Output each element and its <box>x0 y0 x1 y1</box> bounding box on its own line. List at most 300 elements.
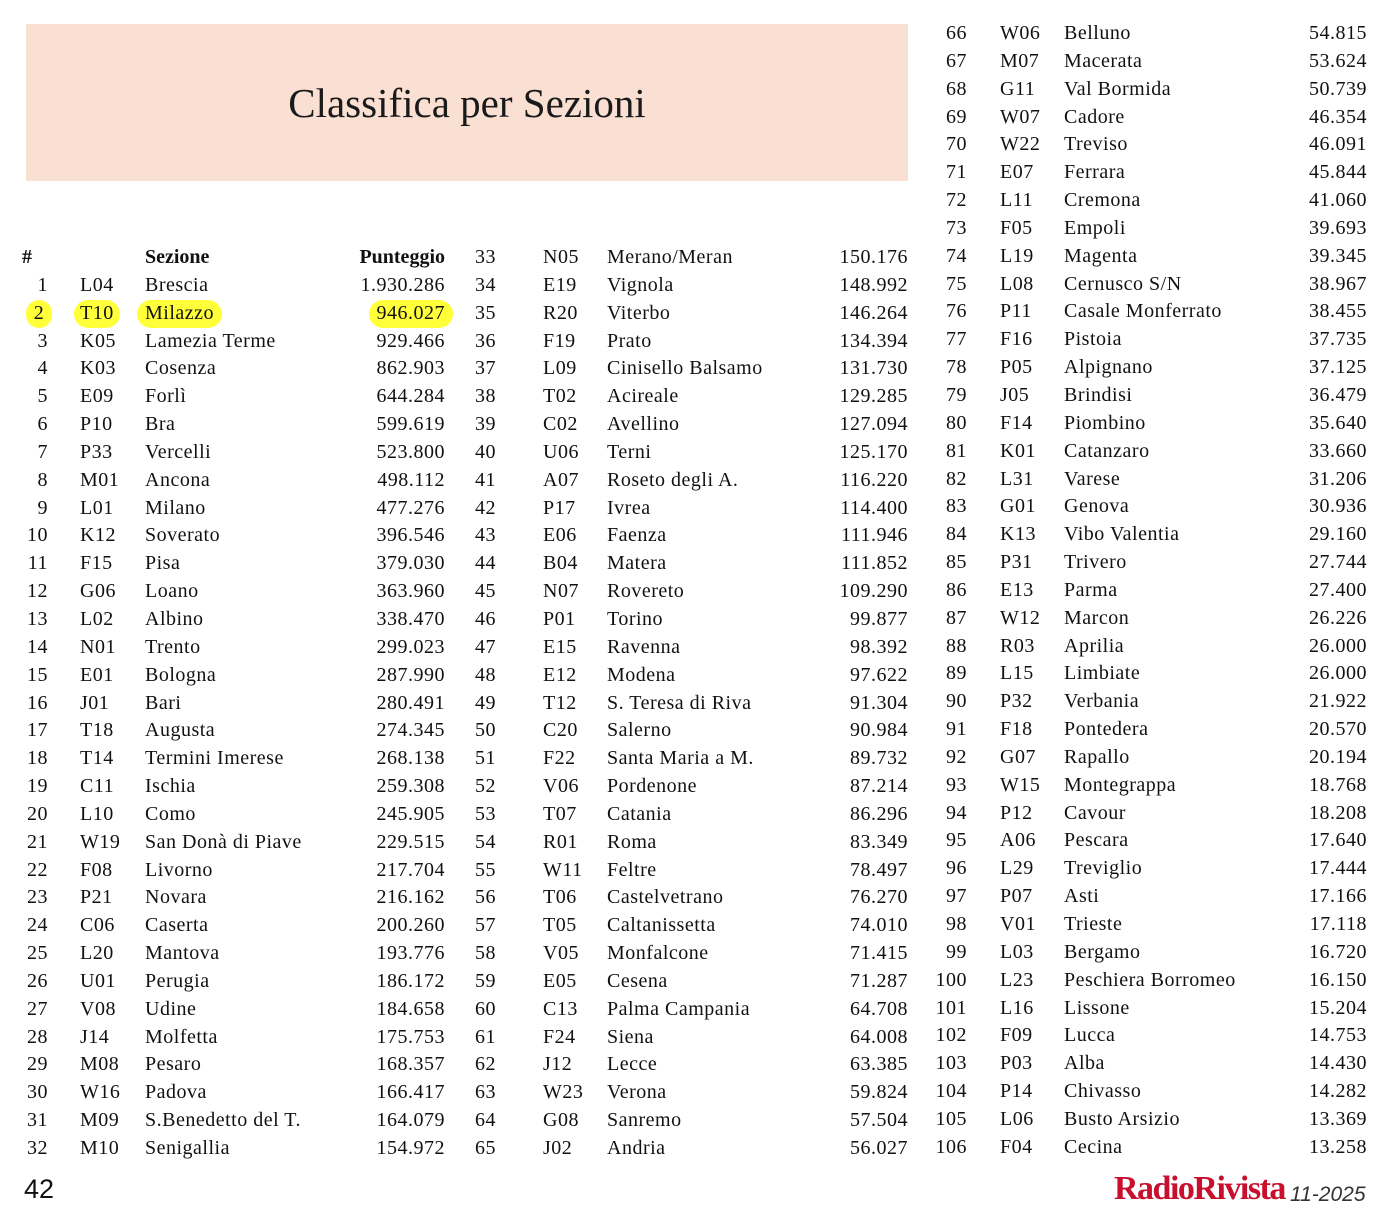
row-code: E05 <box>543 969 577 992</box>
row-punteggio: 131.730 <box>839 357 908 380</box>
table-row <box>0 884 460 912</box>
row-sezione: Rapallo <box>1064 745 1130 768</box>
row-punteggio: 30.936 <box>1309 495 1367 518</box>
row-rank: 53 <box>475 802 496 825</box>
row-rank: 19 <box>27 775 48 798</box>
row-rank: 47 <box>475 635 496 658</box>
row-sezione: Forlì <box>145 385 187 408</box>
row-sezione: S.Benedetto del T. <box>145 1109 302 1132</box>
row-sezione: Trivero <box>1064 551 1127 574</box>
row-punteggio: 216.162 <box>376 886 445 909</box>
table-row <box>920 633 1368 661</box>
row-sezione: Alba <box>1064 1052 1105 1075</box>
row-sezione: Caserta <box>145 914 209 937</box>
row-sezione: Peschiera Borromeo <box>1064 968 1236 991</box>
table-row <box>0 996 460 1024</box>
row-code: V06 <box>543 775 579 798</box>
row-code: P11 <box>1000 300 1032 323</box>
row-sezione: Brescia <box>145 273 209 296</box>
row-sezione: Faenza <box>607 524 667 547</box>
row-sezione: Ischia <box>145 775 196 798</box>
row-sezione: Pescara <box>1064 829 1129 852</box>
row-punteggio: 41.060 <box>1309 189 1367 212</box>
row-punteggio: 16.720 <box>1309 940 1367 963</box>
row-code: G11 <box>1000 77 1036 100</box>
row-sezione: Limbiate <box>1064 662 1141 685</box>
row-code: C02 <box>543 413 578 436</box>
page-title: Classifica per Sezioni <box>288 80 646 126</box>
row-rank: 26 <box>27 969 48 992</box>
row-rank: 2 <box>26 300 52 328</box>
table-row <box>460 690 910 718</box>
row-code: L02 <box>80 607 114 630</box>
row-punteggio: 59.824 <box>850 1081 908 1104</box>
row-sezione: Terni <box>607 440 652 463</box>
row-punteggio: 644.284 <box>376 385 445 408</box>
table-row <box>0 578 460 606</box>
row-punteggio: 26.000 <box>1309 634 1367 657</box>
row-sezione: Treviso <box>1064 133 1128 156</box>
row-rank: 59 <box>475 969 496 992</box>
row-sezione: Avellino <box>607 413 680 436</box>
row-punteggio: 57.504 <box>850 1109 908 1132</box>
row-punteggio: 259.308 <box>376 775 445 798</box>
row-sezione: Verona <box>607 1081 667 1104</box>
row-code: R20 <box>543 301 578 324</box>
row-code: F16 <box>1000 328 1033 351</box>
row-punteggio: 71.415 <box>850 942 908 965</box>
row-rank: 66 <box>946 22 967 44</box>
row-punteggio: 71.287 <box>850 969 908 992</box>
row-rank: 34 <box>475 273 496 296</box>
row-rank: 20 <box>27 802 48 825</box>
row-punteggio: 127.094 <box>839 413 908 436</box>
row-code: P33 <box>80 440 113 463</box>
row-punteggio: 946.027 <box>369 300 454 328</box>
row-sezione: Roseto degli A. <box>607 468 739 491</box>
table-row <box>920 1050 1368 1078</box>
header-punteggio: Punteggio <box>359 246 445 268</box>
row-rank: 62 <box>475 1053 496 1076</box>
row-punteggio: 29.160 <box>1309 523 1367 546</box>
row-code: E06 <box>543 524 577 547</box>
table-row <box>920 215 1368 243</box>
row-sezione: Brindisi <box>1064 383 1133 406</box>
table-row <box>0 328 460 356</box>
table-row <box>0 717 460 745</box>
row-sezione: Treviglio <box>1064 857 1143 880</box>
table-row <box>920 76 1368 104</box>
row-rank: 39 <box>475 413 496 436</box>
row-rank: 68 <box>946 77 967 100</box>
row-sezione: Merano/Meran <box>607 246 733 268</box>
table-row <box>0 550 460 578</box>
table-row <box>0 634 460 662</box>
row-rank: 28 <box>27 1025 48 1048</box>
row-code: M07 <box>1000 49 1040 72</box>
table-row <box>920 1106 1368 1134</box>
row-rank: 38 <box>475 385 496 408</box>
table-row <box>0 300 460 328</box>
row-code: E01 <box>80 663 114 686</box>
row-sezione: Mantova <box>145 942 220 965</box>
row-sezione: Sanremo <box>607 1109 682 1132</box>
table-row <box>0 272 460 300</box>
row-code: L29 <box>1000 857 1034 880</box>
row-punteggio: 111.946 <box>840 524 908 547</box>
row-punteggio: 39.345 <box>1309 244 1367 267</box>
row-sezione: Acireale <box>607 385 679 408</box>
row-sezione: Catania <box>607 802 672 825</box>
row-punteggio: 134.394 <box>839 329 908 352</box>
row-sezione: Cremona <box>1064 189 1141 212</box>
row-code: J14 <box>80 1025 110 1048</box>
row-code: R01 <box>543 830 578 853</box>
row-punteggio: 56.027 <box>850 1137 908 1159</box>
row-punteggio: 18.208 <box>1309 801 1367 824</box>
row-code: L04 <box>80 273 114 296</box>
row-punteggio: 99.877 <box>850 607 908 630</box>
table-row <box>920 354 1368 382</box>
row-sezione: Santa Maria a M. <box>607 747 754 770</box>
row-sezione: Prato <box>607 329 652 352</box>
row-punteggio: 27.400 <box>1309 578 1367 601</box>
row-sezione: Udine <box>145 997 197 1020</box>
row-code: M01 <box>80 468 120 491</box>
row-rank: 12 <box>27 580 48 603</box>
row-rank: 70 <box>946 133 967 156</box>
row-code: C20 <box>543 719 578 742</box>
row-rank: 83 <box>946 495 967 518</box>
row-code: E13 <box>1000 578 1034 601</box>
row-code: F08 <box>80 858 113 881</box>
row-rank: 73 <box>946 216 967 239</box>
row-sezione: Lamezia Terme <box>145 329 276 352</box>
row-sezione: Cecina <box>1064 1135 1123 1158</box>
row-sezione: Lecce <box>607 1053 658 1076</box>
row-punteggio: 14.430 <box>1309 1052 1367 1075</box>
table-row <box>920 967 1368 995</box>
page-number: 42 <box>24 1174 55 1204</box>
table-row <box>460 467 910 495</box>
table-row <box>920 577 1368 605</box>
row-sezione: Livorno <box>145 858 213 881</box>
row-sezione: Padova <box>145 1081 207 1104</box>
row-rank: 98 <box>946 913 967 935</box>
row-punteggio: 37.125 <box>1309 356 1367 379</box>
row-code: E12 <box>543 663 577 686</box>
row-punteggio: 76.270 <box>850 886 908 909</box>
table-row <box>920 159 1368 187</box>
row-rank: 64 <box>475 1109 496 1132</box>
row-code: W19 <box>80 830 121 853</box>
row-sezione: Ancona <box>145 468 211 491</box>
row-rank: 100 <box>935 968 967 991</box>
row-sezione: Milazzo <box>137 300 222 328</box>
row-punteggio: 98.392 <box>850 635 908 658</box>
row-code: J12 <box>543 1053 573 1076</box>
table-row <box>920 187 1368 215</box>
row-rank: 24 <box>27 914 48 937</box>
row-rank: 103 <box>935 1052 967 1075</box>
row-rank: 27 <box>27 997 48 1020</box>
row-code: W22 <box>1000 133 1041 156</box>
table-row <box>0 940 460 968</box>
row-punteggio: 164.079 <box>376 1109 445 1132</box>
table-row <box>460 717 910 745</box>
row-rank: 93 <box>946 773 967 796</box>
row-code: E09 <box>80 385 114 408</box>
table-row <box>0 662 460 690</box>
row-sezione: Magenta <box>1064 244 1138 267</box>
table-row <box>920 48 1368 76</box>
row-sezione: Busto Arsizio <box>1064 1107 1180 1130</box>
row-code: L23 <box>1000 968 1034 991</box>
row-code: L06 <box>1000 1107 1034 1130</box>
row-rank: 13 <box>27 607 48 630</box>
table-row <box>460 912 910 940</box>
row-rank: 46 <box>475 607 496 630</box>
row-sezione: Matera <box>607 552 667 575</box>
row-punteggio: 14.282 <box>1309 1080 1367 1103</box>
row-code: T06 <box>543 886 577 909</box>
row-code: M10 <box>80 1137 120 1159</box>
row-sezione: Bergamo <box>1064 940 1141 963</box>
row-punteggio: 20.570 <box>1309 718 1367 741</box>
row-code: M08 <box>80 1053 120 1076</box>
row-code: E19 <box>543 273 577 296</box>
row-sezione: Siena <box>607 1025 654 1048</box>
row-rank: 65 <box>475 1137 496 1159</box>
row-rank: 55 <box>475 858 496 881</box>
table-row <box>0 1051 460 1079</box>
row-punteggio: 86.296 <box>850 802 908 825</box>
row-code: L10 <box>80 802 114 825</box>
table-row <box>920 911 1368 939</box>
row-sezione: Modena <box>607 663 676 686</box>
row-rank: 99 <box>946 940 967 963</box>
row-rank: 44 <box>475 552 496 575</box>
row-punteggio: 125.170 <box>839 440 908 463</box>
row-sezione: Lissone <box>1064 996 1130 1019</box>
row-code: W06 <box>1000 22 1041 44</box>
row-rank: 67 <box>946 49 967 72</box>
row-code: E07 <box>1000 161 1034 184</box>
row-sezione: Novara <box>145 886 207 909</box>
row-punteggio: 280.491 <box>376 691 445 714</box>
row-rank: 106 <box>935 1135 967 1158</box>
row-punteggio: 13.258 <box>1309 1135 1367 1158</box>
row-sezione: Monfalcone <box>607 942 709 965</box>
row-sezione: Catanzaro <box>1064 439 1150 462</box>
table-row <box>0 829 460 857</box>
table-row <box>920 660 1368 688</box>
row-sezione: Ferrara <box>1064 161 1126 184</box>
row-punteggio: 89.732 <box>850 747 908 770</box>
row-code: G07 <box>1000 745 1036 768</box>
row-rank: 17 <box>27 719 48 742</box>
row-rank: 50 <box>475 719 496 742</box>
row-punteggio: 26.226 <box>1309 606 1367 629</box>
row-punteggio: 38.455 <box>1309 300 1367 323</box>
table-row <box>460 439 910 467</box>
row-sezione: Viterbo <box>607 301 671 324</box>
row-punteggio: 18.768 <box>1309 773 1367 796</box>
row-rank: 14 <box>27 635 48 658</box>
table-row <box>460 328 910 356</box>
table-row <box>920 883 1368 911</box>
row-sezione: Varese <box>1064 467 1121 490</box>
row-rank: 72 <box>946 189 967 212</box>
row-code: W23 <box>543 1081 584 1104</box>
row-code: L09 <box>543 357 577 380</box>
row-sezione: Chivasso <box>1064 1080 1142 1103</box>
row-punteggio: 175.753 <box>376 1025 445 1048</box>
row-punteggio: 39.693 <box>1309 216 1367 239</box>
row-punteggio: 363.960 <box>376 580 445 603</box>
row-code: L11 <box>1000 189 1033 212</box>
row-rank: 69 <box>946 105 967 128</box>
row-rank: 75 <box>946 272 967 295</box>
row-punteggio: 36.479 <box>1309 383 1367 406</box>
row-punteggio: 168.357 <box>376 1053 445 1076</box>
row-sezione: Roma <box>607 830 657 853</box>
row-code: N07 <box>543 580 579 603</box>
table-row <box>920 298 1368 326</box>
row-sezione: Bologna <box>145 663 217 686</box>
row-rank: 63 <box>475 1081 496 1104</box>
row-punteggio: 129.285 <box>839 385 908 408</box>
table-row <box>0 495 460 523</box>
row-rank: 56 <box>475 886 496 909</box>
row-code: W15 <box>1000 773 1041 796</box>
table-row <box>0 411 460 439</box>
table-row <box>460 773 910 801</box>
row-sezione: Ravenna <box>607 635 681 658</box>
ranking-column-2 <box>460 244 910 1163</box>
row-code: J05 <box>1000 383 1030 406</box>
row-code: L31 <box>1000 467 1034 490</box>
row-punteggio: 26.000 <box>1309 662 1367 685</box>
row-rank: 54 <box>475 830 496 853</box>
row-code: F18 <box>1000 718 1033 741</box>
row-rank: 49 <box>475 691 496 714</box>
row-sezione: Macerata <box>1064 49 1143 72</box>
row-code: V08 <box>80 997 116 1020</box>
row-sezione: Castelvetrano <box>607 886 724 909</box>
row-code: L20 <box>80 942 114 965</box>
table-row <box>460 857 910 885</box>
row-rank: 16 <box>27 691 48 714</box>
row-code: N01 <box>80 635 116 658</box>
table-row <box>460 244 910 272</box>
row-code: L15 <box>1000 662 1034 685</box>
row-punteggio: 150.176 <box>839 246 908 268</box>
row-rank: 40 <box>475 440 496 463</box>
table-row <box>920 995 1368 1023</box>
row-rank: 1 <box>37 273 48 296</box>
row-punteggio: 184.658 <box>376 997 445 1020</box>
row-rank: 91 <box>946 718 967 741</box>
row-rank: 74 <box>946 244 967 267</box>
row-code: J01 <box>80 691 110 714</box>
row-sezione: Pistoia <box>1064 328 1122 351</box>
row-punteggio: 74.010 <box>850 914 908 937</box>
row-code: P03 <box>1000 1052 1033 1075</box>
row-code: A06 <box>1000 829 1036 852</box>
row-sezione: S. Teresa di Riva <box>607 691 752 714</box>
row-sezione: Palma Campania <box>607 997 751 1020</box>
row-code: B04 <box>543 552 578 575</box>
row-code: P21 <box>80 886 113 909</box>
row-punteggio: 83.349 <box>850 830 908 853</box>
table-row <box>460 272 910 300</box>
row-punteggio: 45.844 <box>1309 161 1367 184</box>
row-punteggio: 27.744 <box>1309 551 1367 574</box>
row-rank: 95 <box>946 829 967 852</box>
table-header <box>0 244 460 272</box>
row-rank: 105 <box>935 1107 967 1130</box>
row-sezione: Casale Monferrato <box>1064 300 1222 323</box>
row-code: E15 <box>543 635 577 658</box>
row-sezione: Val Bormida <box>1064 77 1172 100</box>
row-code: W12 <box>1000 606 1041 629</box>
row-sezione: Andria <box>607 1137 666 1159</box>
row-code: L01 <box>80 496 114 519</box>
row-code: V01 <box>1000 913 1036 935</box>
row-rank: 31 <box>27 1109 48 1132</box>
row-code: L16 <box>1000 996 1034 1019</box>
ranking-column-3 <box>920 20 1368 1162</box>
table-row <box>920 855 1368 883</box>
row-punteggio: 379.030 <box>376 552 445 575</box>
row-code: W16 <box>80 1081 121 1104</box>
table-row <box>920 744 1368 772</box>
table-row <box>920 1134 1368 1162</box>
row-punteggio: 17.640 <box>1309 829 1367 852</box>
row-punteggio: 64.008 <box>850 1025 908 1048</box>
row-rank: 43 <box>475 524 496 547</box>
row-code: W11 <box>543 858 583 881</box>
row-punteggio: 64.708 <box>850 997 908 1020</box>
row-punteggio: 109.290 <box>839 580 908 603</box>
row-rank: 76 <box>946 300 967 323</box>
row-punteggio: 90.984 <box>850 719 908 742</box>
row-rank: 18 <box>27 747 48 770</box>
table-row <box>920 521 1368 549</box>
row-sezione: Cesena <box>607 969 668 992</box>
row-code: F04 <box>1000 1135 1033 1158</box>
row-rank: 94 <box>946 801 967 824</box>
row-rank: 57 <box>475 914 496 937</box>
table-row <box>920 382 1368 410</box>
row-punteggio: 287.990 <box>376 663 445 686</box>
row-rank: 48 <box>475 663 496 686</box>
row-code: T14 <box>80 747 114 770</box>
row-code: P17 <box>543 496 576 519</box>
row-rank: 90 <box>946 690 967 713</box>
row-punteggio: 599.619 <box>376 413 445 436</box>
row-sezione: Rovereto <box>607 580 685 603</box>
row-code: C13 <box>543 997 578 1020</box>
row-rank: 22 <box>27 858 48 881</box>
row-sezione: Pesaro <box>145 1053 202 1076</box>
row-rank: 79 <box>946 383 967 406</box>
table-row <box>460 745 910 773</box>
row-code: P32 <box>1000 690 1033 713</box>
row-punteggio: 116.220 <box>840 468 908 491</box>
row-punteggio: 33.660 <box>1309 439 1367 462</box>
